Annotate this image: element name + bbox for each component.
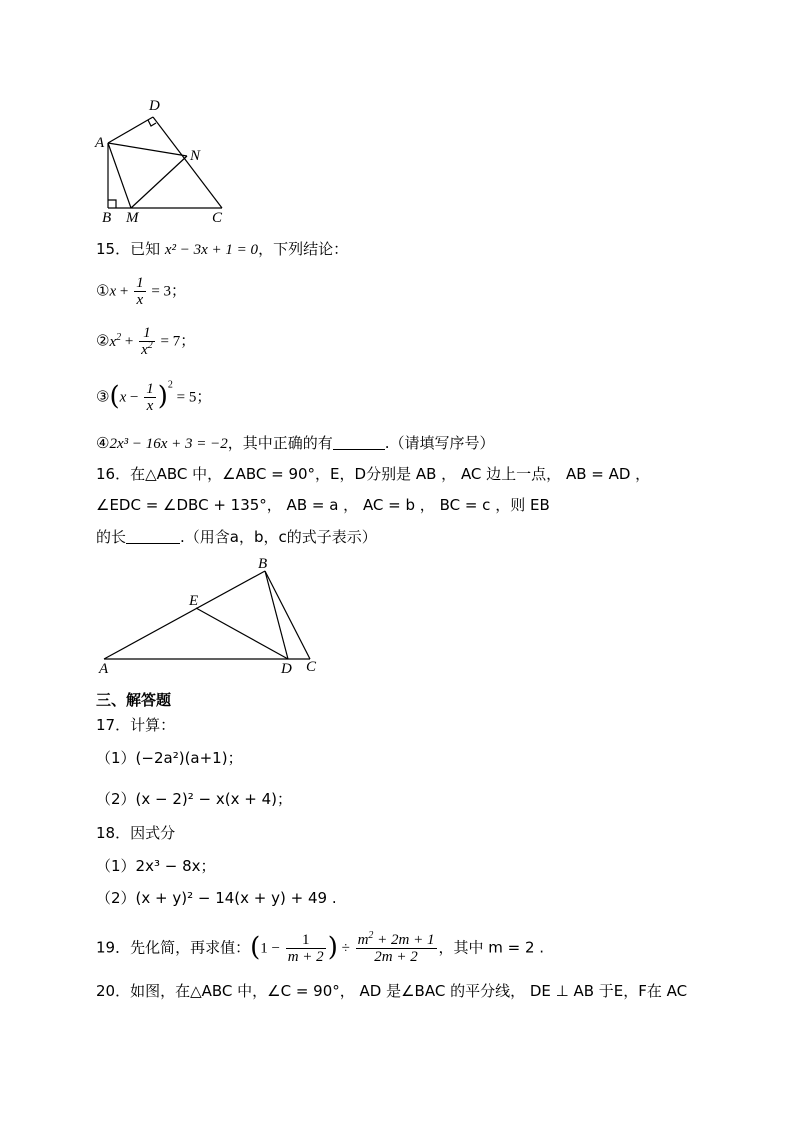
q18-part-1: （1）2x³ − 8x； [96,857,216,875]
label-M: M [126,210,139,226]
frac-m-squared-over-2m-plus-2: $\frac{m^2 + 2m + 1}{2m + 2}$ [357,930,435,965]
figure-1-quadrilateral [90,92,240,227]
q15-option-4-tail: ，其中正确的有 [227,434,333,452]
q17-part-1: （1）(−2a²)(a+1)； [96,749,243,767]
q16-line-3 [96,527,377,547]
label-B: B [102,210,112,226]
label-D: D [281,661,292,677]
q15-option-4-equation: 2x³ − 16x + 3 = −2 [109,436,228,452]
q15-option-4-instruction: .（请填写序号） [384,434,495,452]
q19-line: 19．先化简，再求值：(1 − $\frac{1}{m + 2}$ ) ÷ $\frac{m^2 + 2m + 1}{2m + 2}$ ，其中 m = 2 . [96,930,545,965]
q15-stem [96,239,348,260]
q17-title: 17．计算： [96,716,176,734]
q15-option-1-tail: = 3； [147,283,187,300]
label-A: A [95,135,105,151]
q15-option-4-mark: ④ [96,434,110,452]
q15-equation: x² − 3x + 1 = 0 [164,242,259,258]
q15-answer-blank[interactable] [333,433,385,450]
label-C: C [306,659,317,675]
section-3-heading: 三、解答题 [96,691,172,709]
label-D: D [149,98,160,114]
frac-one-over-m-plus-2: $\frac{1}{m + 2}$ [287,932,324,965]
q15-option-4 [96,433,495,454]
q16-line-3-instruction: .（用含a，b，c的式子表示） [180,528,377,546]
q15-option-3-tail: = 5； [172,389,212,406]
frac-one-over-x-2: $\frac{1}{x}$ [146,381,154,414]
frac-one-over-x: $\frac{1}{x}$ [136,275,144,308]
q20-line-1: 20．如图，在△ABC 中，∠C = 90°， AD 是∠BAC 的平分线， DE ⊥ AB 于E，F在 AC [96,982,688,1000]
q19-suffix: ，其中 m = 2 . [438,938,545,957]
q15-option-3: ③(x − $\frac{1}{x}$ )$^2$ = 5； [96,379,212,414]
q16-line-3-prefix: 的长 [96,528,127,546]
figure-2-triangle [92,553,332,678]
label-B: B [258,556,268,572]
frac-one-over-x-squared: $\frac{1}{x^2}$ [141,325,153,358]
q15-option-2: $②x^2$ + $\frac{1}{x^2}$ = 7； [96,325,196,358]
q16-line-2: ∠EDC = ∠DBC + 135°， AB = a ， AC = b ， BC = c ，则 EB [96,496,550,514]
q15-option-3-mark: ③ [96,387,110,406]
q15-number: 15．已知 [96,240,161,258]
q18-title: 18．因式分 [96,824,176,842]
q19-prefix: 19．先化简，再求值： [96,938,251,957]
q15-option-2-mark: ② [96,331,110,350]
q15-option-2-tail: = 7； [156,333,196,350]
q17-part-2: （2）(x − 2)² − x(x + 4)； [96,790,292,808]
q15-option-1: ①x + $\frac{1}{x}$ = 3； [96,275,187,308]
q16-line-1: 16．在△ABC 中，∠ABC = 90°，E，D分别是 AB ， AC 边上一点， AB = AD ， [96,465,651,483]
label-C: C [212,210,223,226]
q15-option-1-mark: ① [96,281,110,300]
q15-tail: ，下列结论： [258,240,349,258]
q16-answer-blank[interactable] [126,527,180,544]
label-N: N [190,148,201,164]
label-A: A [99,661,109,677]
q18-part-2: （2）(x + y)² − 14(x + y) + 49 . [96,889,337,907]
label-E: E [189,593,199,609]
